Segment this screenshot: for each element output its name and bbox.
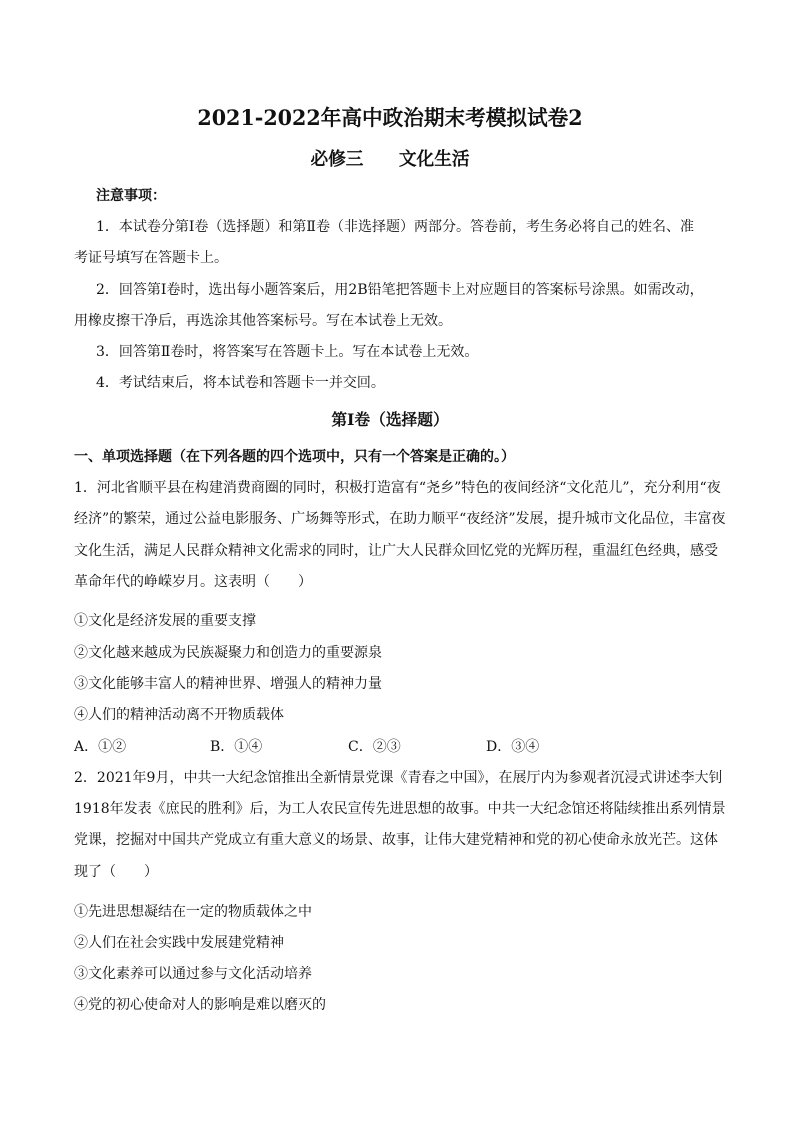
exam-title: 2021-2022年高中政治期末考模拟试卷2 (197, 105, 583, 130)
subtitle-volume: 必修三 (310, 149, 364, 170)
question-1-statement: ④人们的精神活动离不开物质载体 (74, 707, 284, 723)
question-2-statement: ②人们在社会实践中发展建党精神 (74, 935, 284, 951)
notice-line: 考证号填写在答题卡上。 (74, 250, 228, 266)
notice-line: 用橡皮擦干净后，再选涂其他答案标号。写在本试卷上无效。 (74, 313, 452, 329)
question-1-statement: ②文化越来越成为民族凝聚力和创造力的重要源泉 (74, 645, 382, 661)
question-1-option-d: D．③④ (486, 739, 540, 755)
question-2-statement: ③文化素养可以通过参与文化活动培养 (74, 966, 312, 982)
question-2-statement: ①先进思想凝结在一定的物质载体之中 (74, 904, 312, 920)
question-1-stem: 经济”的繁荣，通过公益电影服务、广场舞等形式，在助力顺平“夜经济”发展，提升城市文化品位，丰富夜 (74, 511, 726, 527)
question-1-stem: 文化生活，满足人民群众精神文化需求的同时，让广大人民群众回忆党的光辉历程，重温红色经典，感受 (74, 543, 718, 559)
question-1-statement: ①文化是经济发展的重要支撑 (74, 613, 256, 629)
subtitle-topic: 文化生活 (398, 149, 470, 170)
question-2-stem: 党课，挖掘对中国共产党成立有重大意义的场景、故事，让伟大建党精神和党的初心使命永放光芒。这体 (74, 832, 718, 848)
section-title: 第Ⅰ卷（选择题） (331, 410, 449, 429)
question-1-statement: ③文化能够丰富人的精神世界、增强人的精神力量 (74, 676, 382, 692)
notice-line: 1．本试卷分第Ⅰ卷（选择题）和第Ⅱ卷（非选择题）两部分。答卷前，考生务必将自己的姓名、准 (96, 219, 694, 235)
notice-line: 2．回答第Ⅰ卷时，选出每小题答案后，用2B铅笔把答题卡上对应题目的答案标号涂黑。如需改动， (96, 282, 704, 298)
question-1-option-c: C．②③ (348, 739, 401, 755)
notice-line: 4．考试结束后，将本试卷和答题卡一并交回。 (96, 375, 385, 391)
question-1-stem: 革命年代的峥嵘岁月。这表明（ ） (74, 574, 312, 590)
exam-subtitle (0, 147, 780, 173)
question-1-option-a: A．①② (74, 739, 127, 755)
question-1-stem: 1．河北省顺平县在构建消费商圈的同时，积极打造富有“尧乡”特色的夜间经济“文化范儿”，充分利用“夜 (74, 480, 721, 496)
question-1-option-b: B．①④ (210, 739, 263, 755)
notice-heading: 注意事项： (96, 188, 166, 204)
question-2-stem: 现了（ ） (74, 864, 158, 880)
notice-line: 3．回答第Ⅱ卷时，将答案写在答题卡上。写在本试卷上无效。 (96, 344, 479, 360)
question-2-stem: 1918年发表《庶民的胜利》后，为工人农民宣传先进思想的故事。中共一大纪念馆还将陆续推出系列情景 (74, 801, 726, 817)
question-2-stem: 2．2021年9月，中共一大纪念馆推出全新情景党课《青春之中国》，在展厅内为参观者沉浸式讲述李大钊 (74, 770, 723, 786)
section-heading: 一、单项选择题（在下列各题的四个选项中，只有一个答案是正确的。） (74, 449, 515, 465)
question-2-statement: ④党的初心使命对人的影响是难以磨灭的 (74, 997, 326, 1013)
